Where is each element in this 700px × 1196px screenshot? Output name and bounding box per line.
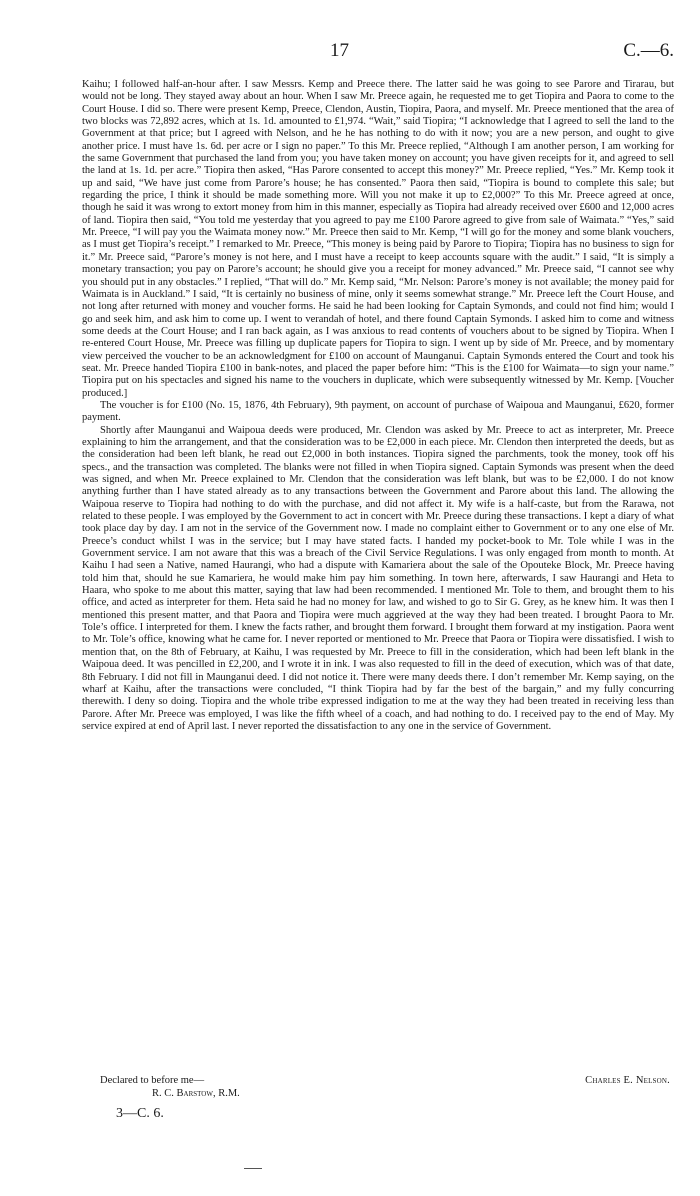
paragraph: The voucher is for £100 (No. 15, 1876, 4th February), 9th payment, on account of purchase of Waipoua and Maunganui, £620, former payment. (82, 399, 674, 424)
page-header (0, 40, 700, 66)
witness-signature-name: Charles E. Nelson. (585, 1075, 670, 1086)
footer-rule (244, 1168, 262, 1169)
paragraph: Shortly after Maunganui and Waipoua deeds were produced, Mr. Clendon was asked by Mr. Preece to act as interpreter, Mr. Preece explaining to him the arrangement, and that the consideration was to be £2,000 in each piece. Mr. Clendon then interpreted the deeds, but as the consideration had been left blank, he read out £2,000 in both instances. Tiopira signed the parchments, took the money, took off his specs., and the transaction was completed. The blanks were not filled in when Tiopira signed. Captain Symonds was present when the deed was signed, and when Mr. Preece explained to Mr. Clendon that the consideration was left blank, but was to be £2,000. I do not know anything further than I have stated already as to any transactions between the Government and Parore about this land. The allowing the Waipoua reserve to Tiopira had nothing to do with the purchase, and did not affect it. My wife is a half-caste, but from the Rarawa, not related to these people. I was employed by the Government to act in concert with Mr. Preece during these transactions. I kept a diary of what took place day by day. I am not in the service of the Government now. I made no complaint either to Government or to any one else of Mr. Preece’s conduct whilst I was in the service; but I may have stated facts. I handed my pocket-book to Mr. Tole while I was in the Government service. I am not aware that this was a breach of the Civil Service Regulations. I was only engaged from month to month. At Kaihu I had seen a Native, named Haurangi, who had a dispute with Kamariera about the sale of the Opouteke Block, Mr. Preece having told him that, should he sue Kamariera, he would make him pay him something. In town here, afterwards, I saw Haurangi and Heta to Haara, who spoke to me about this matter, saying that law had been recommended. I mentioned Mr. Tole to them, and brought them to his office, and acted as interpreter for them. Heta said he had no money for law, and wished to go to Sir G. Grey, as he knew him. It was then I mentioned this present matter, and that Paora and Tiopira were much aggrieved at the way they had been treated. I brought Paora to Mr. Tole’s office. I interpreted for them. I knew the facts rather, and brought them forward. I brought them forward at my instigation. Paora went to Mr. Tole’s office, knowing what he came for. I never reported or mentioned to Mr. Preece that Paora or Tiopira were dissatisfied. I wish to mention that, on the 8th of February, at Kaihu, I was requested by Mr. Preece to fill in the consideration, which had been left blank in the Waipoua deed. It was pencilled in £2,200, and I wrote it in ink. I was also requested to fill in the deed of execution, which was of that date, 8th February. I did not fill in Maunganui deed. I did not notice it. There were many deeds there. I don’t remember Mr. Kemp saying, on the wharf at Kaihu, after the transactions were concluded, “I think Tiopira had by far the best of the bargain,” and my fully concurring therewith. I deny so doing. Tiopira and the whole tribe expressed indigation to me at the way they had been treated in receiving less than Parore. After Mr. Preece was employed, I was like the fifth wheel of a coach, and had nothing to do. I received pay to the end of May. My service expired at end of April last. I never reported the dissatisfaction to any one in the service of Government. (82, 424, 674, 732)
testimony-body (82, 79, 674, 733)
document-reference: C.—6. (623, 40, 674, 61)
paragraph: Kaihu; I followed half-an-hour after. I saw Messrs. Kemp and Preece there. The latter said he was going to see Parore and Tirarau, but would not be long. They stayed away about an hour. When I saw Mr. Preece again, he requested me to get Tiopira and Paora to come to the Court House. I did so. There were present Kemp, Preece, Clendon, Austin, Tiopira, Paora, and myself. Mr. Preece mentioned that the area of two blocks was 72,892 acres, which at 1s. 1d. amounted to £1,974. “Wait,” said Tiopira; “I acknowledge that I agreed to sell the land to the Government at that price; but I agreed with Nelson, and he he has nothing to do with it now; you are a new person, and ought to give another price. I must have 1s. 6d. per acre or I sign no paper.” To this Mr. Preece replied, “Although I am another person, I am working for the same Government that purchased the land from you; you have taken money on account; you have given receipts for it, and agreed to sell the land at 1s. 1d. per acre.” Tiopira then asked, “Has Parore consented to accept this money?” Mr. Preece replied, “Yes.” Mr. Kemp took it up and said, “We have just come from Parore’s house; he has consented.” Paora then said, “Tiopira is bound to complete this sale; but regarding the price, I think it should be made something more. Will you not make it up to £2,000?” To this Mr. Preece agreed at once, though he said it was wrong to extort money from him in this manner, especially as Tiopira had already received over £600 and 12,000 acres of land. Tiopira then said, “You told me yesterday that you agreed to pay me £100 Parore agreed to give from sale of Waimata.” “Yes,” said Mr. Preece, “I will pay you the Waimata money now.” Mr. Preece then said to Mr. Kemp, “I will go for the money and some blank vouchers, as I must get Tiopira’s receipt.” I remarked to Mr. Preece, “This money is being paid by Parore to Tiopira; Tiopira has no business to sign for it.” Mr. Preece said, “Parore’s money is not here, and I must have a receipt to keep accounts square with the audit.” I said, “It is simply a monetary transaction; you pay on Parore’s account; he should give you a receipt for money advanced.” Mr. Preece said, “I cannot see why you should put in any obstacles.” I replied, “That will do.” Mr. Kemp said, “Mr. Nelson: Parore’s money is not available; the money paid for Waimata is in Auckland.” I said, “It is certainly no business of mine, only it seems somewhat strange.” Mr. Preece left the Court House, and not long after returned with money and voucher forms. He said he had been looking for Captain Symonds, and could not find him; would I go and seek him, and ask him to come up. I went to verandah of hotel, and there found Captain Symonds. I asked him to come and witness some deeds at the Court House; and I ran back again, as I was anxious to read contents of vouchers about to be signed by Tiopira. When I re-entered Court House, Mr. Preece was filling up duplicate papers for Tiopira to sign. I went up by side of Mr. Preece, and by momentary view perceived the voucher to be an acknowledgment for £100 on account of Maunganui. Captain Symonds entered the Court and took his seat. Mr. Preece handed Tiopira £100 in bank-notes, and placed the paper before him: “This is the £100 for Waimata—to sign your name.” Tiopira put on his spectacles and signed his name to the vouchers in duplicate, which were subsequently witnessed by Mr. Kemp. [Voucher produced.] (82, 79, 674, 399)
sheet-signature: 3—C. 6. (116, 1106, 164, 1121)
magistrate-name: R. C. Barstow, R.M. (152, 1088, 240, 1099)
declared-before-text: Declared to before me— (100, 1075, 205, 1086)
page-number: 17 (330, 40, 349, 61)
